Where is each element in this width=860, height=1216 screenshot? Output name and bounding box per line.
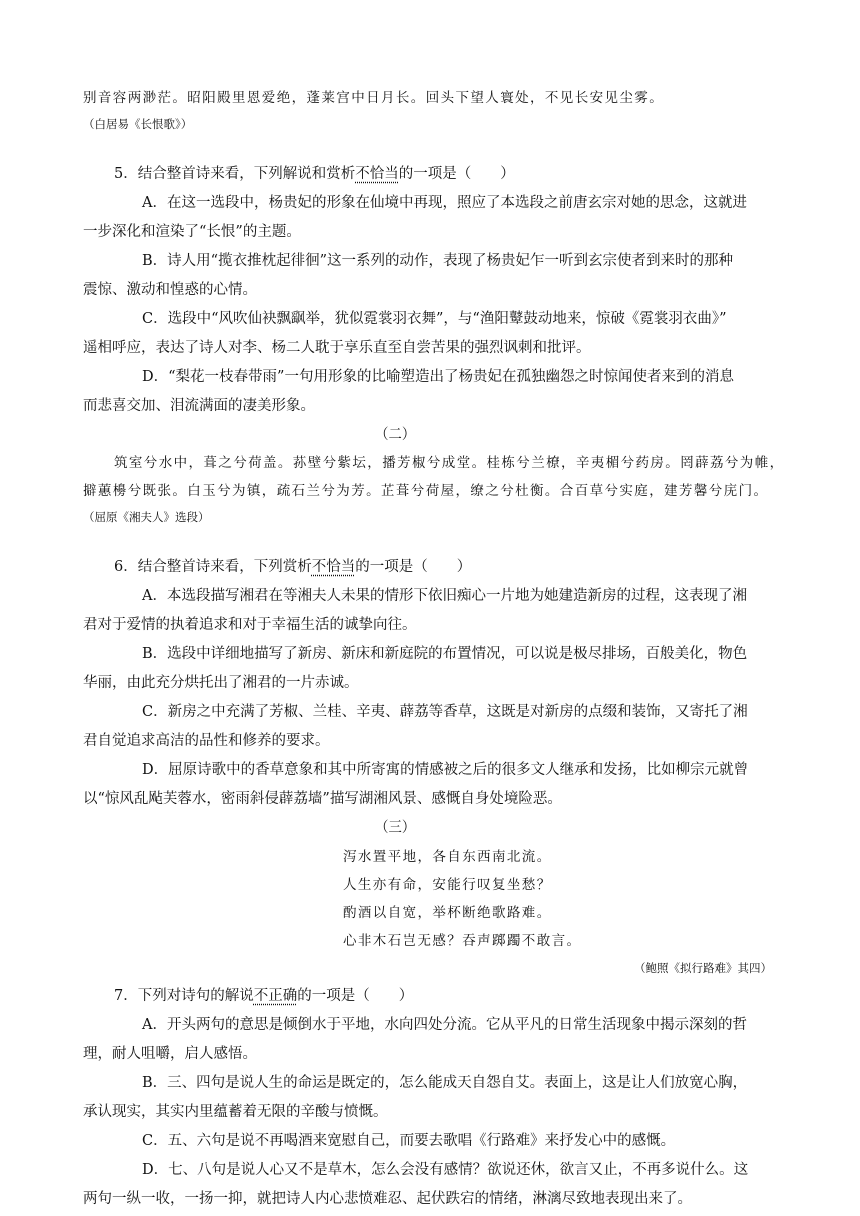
option-c-line1: C．新房之中充满了芳椒、兰桂、辛夷、薜荔等香草，这既是对新房的点缀和装饰，又寄托了湘: [142, 704, 748, 720]
question-text: 6．结合整首诗来看，下列赏析: [114, 559, 312, 575]
emphasis-text: 不恰当: [311, 559, 356, 575]
poem-source: （白居易《长恨歌》）: [83, 117, 193, 131]
option-b-line1: B．三、四句是说人生的命运是既定的，怎么能成天自怨自艾。表面上，这是让人们放宽心胸，: [142, 1075, 748, 1091]
option-a-line1: A．开头两句的意思是倾倒水于平地，水向四处分流。它从平凡的日常生活现象中揭示深刻的哲: [142, 1017, 747, 1033]
option-d-line2: 以“惊风乱飐芙蓉水，密雨斜侵薜荔墙”描写湖湘风景、感慨自身处境险恶。: [83, 791, 562, 807]
option-d-line1: D．屈原诗歌中的香草意象和其中所寄寓的情感被之后的很多文人继承和发扬，比如柳宗元就曾: [142, 762, 749, 778]
poem-line: 筑室兮水中，葺之兮荷盖。荪壁兮紫坛，播芳椒兮成堂。桂栋兮兰橑，辛夷楣兮药房。罔薜荔兮为帷，: [114, 455, 785, 471]
option-b-line2: 承认现实，其实内里蕴蓄着无限的辛酸与愤慨。: [83, 1104, 388, 1120]
poem-line: 擗蕙櫋兮既张。白玉兮为镇，疏石兰兮为芳。芷葺兮荷屋，缭之兮杜衡。合百草兮实庭，建芳馨兮庑门。: [83, 483, 769, 499]
option-c-line2: 君自觉追求高洁的品性和修养的要求。: [83, 733, 330, 749]
question-text: 的一项是（ ）: [355, 559, 472, 575]
option-a-line2: 一步深化和渲染了“长恨”的主题。: [83, 224, 301, 240]
question-text: 的一项是（ ）: [297, 988, 414, 1004]
option-a-line2: 君对于爱情的执着追求和对于幸福生活的诚挚向往。: [83, 617, 417, 633]
verse-line: 泻水置平地，各自东西南北流。: [343, 849, 552, 865]
poem-source: （鲍照《拟行路难》其四）: [634, 961, 772, 975]
question-7-stem: [114, 986, 413, 1006]
option-b-line1: B．选段中详细地描写了新房、新床和新庭院的布置情况，可以说是极尽排场，百般美化，物色: [142, 646, 748, 662]
question-5-stem: [114, 164, 515, 184]
option-b-line1: B．诗人用“揽衣推枕起徘徊”这一系列的动作，表现了杨贵妃乍一听到玄宗使者到来时的那种: [142, 253, 733, 269]
option-a-line2: 理，耐人咀嚼，启人感悟。: [83, 1046, 257, 1062]
question-text: 的一项是（ ）: [398, 166, 515, 182]
section-heading: （二）: [375, 427, 416, 443]
option-b-line2: 震惊、激动和惶惑的心情。: [83, 282, 257, 298]
option-d-line2: 而悲喜交加、泪流满面的凄美形象。: [83, 398, 315, 414]
verse-line: 酌酒以自宽，举杯断绝歌路难。: [343, 905, 552, 921]
option-d-line1: D．“梨花一枝春带雨”一句用形象的比喻塑造出了杨贵妃在孤独幽怨之时惊闻使者来到的消息: [142, 369, 734, 385]
question-6-stem: [114, 557, 471, 577]
option-a-line1: A．在这一选段中，杨贵妃的形象在仙境中再现，照应了本选段之前唐玄宗对她的思念，这就进: [142, 195, 747, 211]
verse-line: 心非木石岂无感？吞声踯躅不敢言。: [343, 933, 582, 949]
option-c-line1: C．五、六句是说不再喝酒来宽慰自己，而要去歌唱《行路难》来抒发心中的感慨。: [142, 1133, 676, 1149]
option-d-line1: D．七、八句是说人心又不是草木，怎么会没有感情？欲说还休，欲言又止，不再多说什么。这: [142, 1162, 749, 1178]
option-b-line2: 华丽，由此充分烘托出了湘君的一片赤诚。: [83, 675, 359, 691]
poem-excerpt-line: 别音容两渺茫。昭阳殿里恩爱绝，蓬莱宫中日月长。回头下望人寰处，不见长安见尘雾。: [83, 90, 665, 106]
question-text: 7．下列对诗句的解说: [114, 988, 254, 1004]
option-d-line2: 两句一纵一收，一扬一抑，就把诗人内心悲愤难忍、起伏跌宕的情绪，淋漓尽致地表现出来了。: [83, 1191, 692, 1207]
poem-source: （屈原《湘夫人》选段）: [83, 510, 210, 524]
option-c-line1: C．选段中“风吹仙袂飘飖举，犹似霓裳羽衣舞”，与“渔阳鼙鼓动地来，惊破《霓裳羽衣曲》”: [142, 311, 727, 327]
verse-line: 人生亦有命，安能行叹复坐愁？: [343, 877, 552, 893]
question-text: 5．结合整首诗来看，下列解说和赏析: [114, 166, 356, 182]
option-c-line2: 遥相呼应，表达了诗人对李、杨二人耽于享乐直至自尝苦果的强烈讽刺和批评。: [83, 340, 591, 356]
section-heading: （三）: [375, 820, 416, 836]
option-a-line1: A．本选段描写湘君在等湘夫人未果的情形下依旧痴心一片地为她建造新房的过程，这表现了湘: [142, 588, 747, 604]
emphasis-text: 不正确: [253, 988, 298, 1004]
emphasis-text: 不恰当: [355, 166, 399, 182]
